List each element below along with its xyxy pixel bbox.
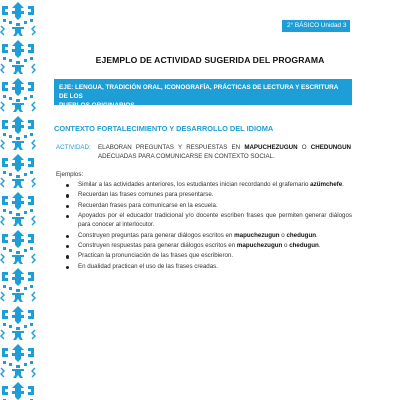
example-text: Construyen respuestas para generar diálogos escritos en <box>78 241 237 249</box>
example-tail: . <box>318 241 321 249</box>
examples-label: Ejemplos: <box>56 171 84 178</box>
axis-line-1: EJE: LENGUA, TRADICIÓN ORAL, ICONOGRAFÍA, PRÁCTICAS DE LECTURA Y ESCRITURA DE LOS <box>59 84 339 100</box>
decorative-pattern-border <box>0 0 36 400</box>
example-bold: azümchefe <box>310 181 343 188</box>
activity-text-c: ADECUADAS PARA COMUNICARSE EN CONTEXTO SOCIAL. <box>98 153 275 161</box>
list-item <box>66 212 352 230</box>
example-mid: o <box>282 241 290 249</box>
list-item <box>66 232 352 241</box>
page-title: EJEMPLO DE ACTIVIDAD SUGERIDA DEL PROGRAMA <box>95 55 325 65</box>
activity-bold-b: CHEDUNGUN <box>310 144 351 151</box>
example-text: Construyen preguntas para generar diálogos escritos en <box>78 231 235 239</box>
example-mid: o <box>279 231 287 239</box>
example-tail: . <box>342 181 344 188</box>
grade-unit-badge: 2° BÁSICO Unidad 3 <box>282 20 350 32</box>
example-text: Recuerdan las frases comunes para presentarse. <box>78 191 214 199</box>
activity-text <box>98 143 351 162</box>
list-item <box>66 191 352 200</box>
example-text: Recuerdan frases para comunicarse en la escuela. <box>78 201 218 209</box>
example-bold-2: chedugun <box>286 231 316 239</box>
example-text: Practican la pronunciación de las frases que escribieron. <box>78 252 234 260</box>
section-title: CONTEXTO FORTALECIMIENTO Y DESARROLLO DEL IDIOMA <box>54 124 274 133</box>
example-tail: . <box>316 231 318 239</box>
examples-list <box>66 181 352 273</box>
activity-block <box>56 143 351 162</box>
example-bold-2: chedugun <box>289 241 319 249</box>
list-item <box>66 181 352 190</box>
activity-text-a: ELABORAN PREGUNTAS Y RESPUESTAS EN <box>98 144 245 151</box>
list-item <box>66 263 352 272</box>
pattern-graphic <box>0 0 36 400</box>
example-text: En dualidad practican el uso de las frases creadas. <box>78 262 218 270</box>
activity-label: ACTIVIDAD: <box>56 144 91 151</box>
list-item <box>66 252 352 261</box>
example-bold: mapuchezugun <box>236 241 283 249</box>
example-text: Apoyados por el educador tradicional y/o docente escriben frases que permiten generar diálogos para conocer al interlocutor. <box>78 212 352 229</box>
axis-header-box <box>54 79 352 109</box>
activity-bold-a: MAPUCHEZUGUN <box>244 144 298 151</box>
axis-line-2: PUEBLOS ORIGINARIOS <box>59 102 135 109</box>
list-item <box>66 242 352 251</box>
activity-text-b: O <box>297 144 311 151</box>
example-text: Similar a las actividades anteriores, los estudiantes inician recordando el grafemario <box>78 181 311 188</box>
list-item <box>66 202 352 211</box>
example-bold: mapuchezugun <box>234 231 280 239</box>
